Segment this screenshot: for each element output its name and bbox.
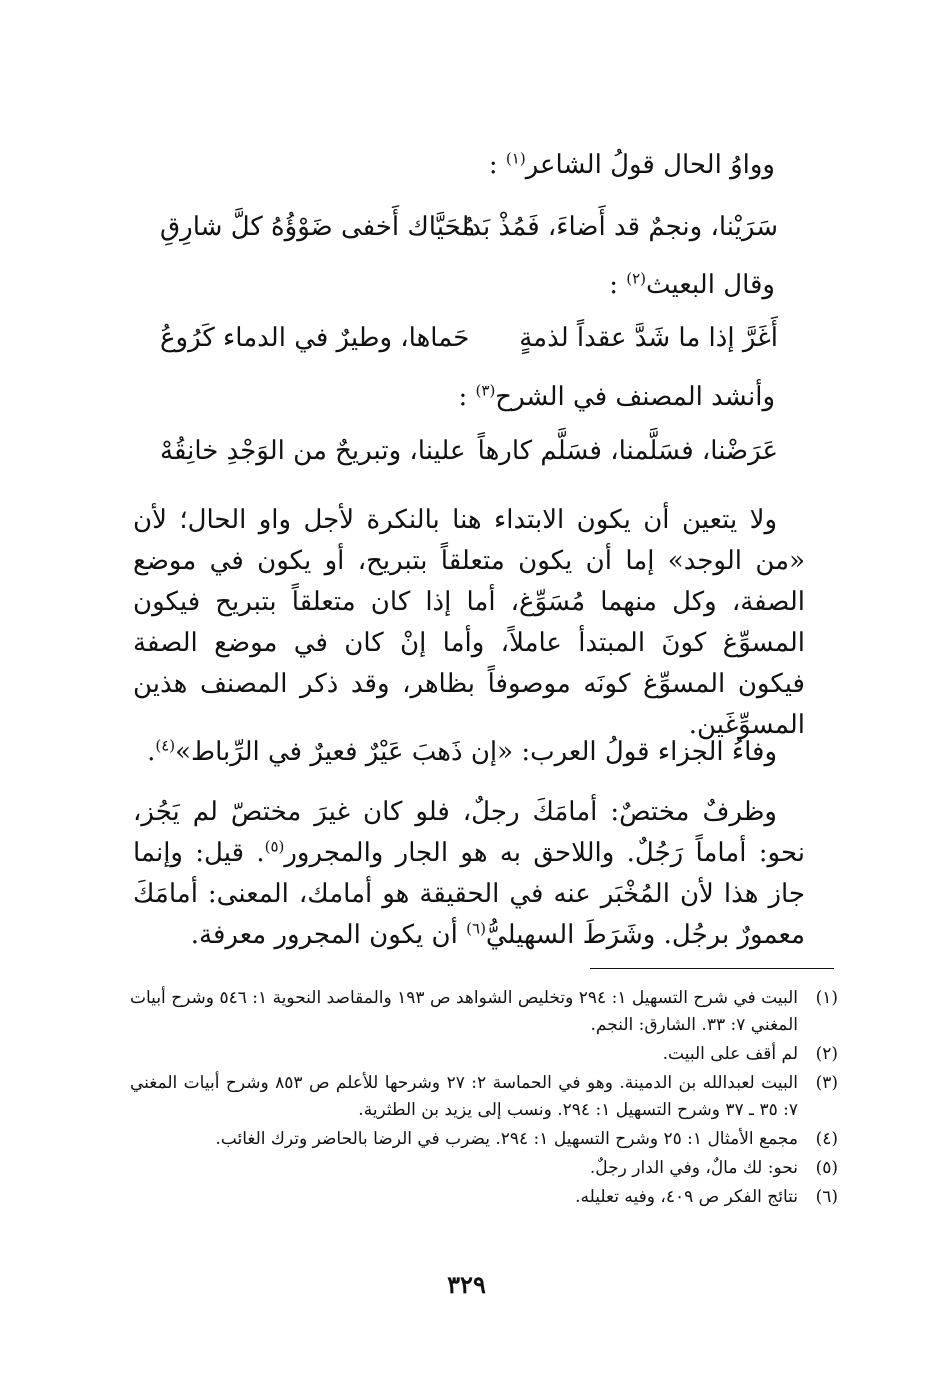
page-number: ٣٢٩ — [447, 1270, 486, 1299]
footnote-ref-2: (٢) — [626, 269, 647, 288]
footnote-2 — [130, 1041, 838, 1068]
intro-text: وواوُ الحال قولُ الشاعر — [525, 150, 775, 180]
footnote-text: مجمع الأمثال ١: ٢٥ وشرح التسهيل ١: ٢٩٤. يضرب في الرضا بالحاضر وترك الغائب. — [215, 1129, 798, 1149]
footnote-3 — [130, 1070, 838, 1124]
verse-1-first-hemistich: سَرَيْنا، ونجمٌ قد أَضاءَ، فَمُذْ بَدا — [462, 212, 778, 242]
footnote-separator — [590, 968, 834, 969]
intro-line-3 — [458, 382, 775, 412]
footnote-number: (٢) — [815, 1044, 838, 1064]
verse-2-first-hemistich: أَغَرَّ إذا ما شَدَّ عقداً لذمةٍ — [519, 323, 778, 353]
footnote-4 — [130, 1126, 838, 1153]
verse-3-first-hemistich: عَرَضْنا، فسَلَّمنا، فسَلَّم كارهاً — [477, 436, 778, 466]
footnote-ref-1: (١) — [505, 149, 526, 168]
intro-text: وأنشد المصنف في الشرح — [495, 382, 775, 412]
paragraph-3-part-3: أن يكون المجرور معرفة. — [190, 920, 467, 950]
intro-colon: : — [609, 270, 618, 300]
footnote-text: نحو: لك مالٌ، وفي الدار رجلٌ. — [589, 1158, 798, 1178]
footnote-6 — [130, 1184, 838, 1211]
intro-text: وقال البعيث — [646, 270, 775, 300]
footnote-1 — [130, 985, 838, 1039]
footnote-text: البيت لعبدالله بن الدمينة. وهو في الحماسة ٢: ٢٧ وشرحها للأعلم ص ٨٥٣ وشرح أبيات المغني ٧: ٣٥ ـ ٣٧ وشرح التسهيل ١: ٢٩٤. ونسب إلى يزيد بن الطثرية. — [130, 1073, 798, 1120]
paragraph-2-end: . — [147, 737, 156, 767]
footnote-ref-5: (٥) — [264, 837, 285, 856]
verse-1-second-hemistich: مُحَيَّاك أَخفى ضَوْؤُهُ كلَّ شارِقِ — [160, 212, 476, 242]
footnote-number: (٣) — [815, 1073, 838, 1093]
footnote-ref-4: (٤) — [155, 736, 176, 755]
footnote-5 — [130, 1155, 838, 1182]
paragraph-3 — [133, 792, 805, 956]
intro-colon: : — [458, 382, 468, 412]
footnote-number: (١) — [815, 988, 838, 1008]
footnote-ref-6: (٦) — [466, 919, 486, 938]
footnote-number: (٤) — [815, 1129, 838, 1149]
paragraph-3-part-1: وظرفٌ مختصٌ: أمامَكَ رجلٌ، فلو كان غيرَ مختصّ لم يَجُز، نحو: أماماً رَجُلٌ. واللاحق به هو الجار والمجرور — [133, 797, 805, 868]
paragraph-2-text: وفاءُ الجزاء قولُ العرب: «إن ذَهبَ عَيْرٌ فعيرٌ في الرِّباط» — [175, 737, 777, 767]
intro-line-2 — [609, 270, 775, 300]
paragraph-3-part-2: . قيل: وإنما جاز هذا لأن المُخْبَر عنه في الحقيقة هو أمامك، المعنى: أمامَكَ معمورٌ برجُل. وشَرَطَ السهيليُّ — [133, 838, 805, 950]
footnote-number: (٦) — [815, 1187, 838, 1207]
verse-3-second-hemistich: علينا، وتبريحٌ من الوَجْدِ خانِقُهْ — [160, 436, 466, 466]
footnotes — [130, 985, 838, 1213]
footnote-text: نتائج الفكر ص ٤٠٩، وفيه تعليله. — [575, 1187, 798, 1207]
intro-line-1 — [489, 150, 775, 180]
paragraph-2 — [133, 732, 805, 773]
verse-2-second-hemistich: حَماها، وطيرٌ في الدماء كَرُوعُ — [160, 323, 470, 353]
footnote-text: البيت في شرح التسهيل ١: ٢٩٤ وتخليص الشواهد ص ١٩٣ والمقاصد النحوية ١: ٥٤٦ وشرح أبيات المغني ٧: ٣٣. الشارق: النجم. — [130, 988, 798, 1035]
intro-colon: : — [488, 150, 498, 180]
paragraph-1: ولا يتعين أن يكون الابتداء هنا بالنكرة لأجل واو الحال؛ لأن «من الوجد» إما أن يكون متعلقاً بتبريح، أو يكون في موضع الصفة، وكل منهما مُسَوِّغ، أما إذا كان متعلقاً بتبريح فيكون المسوِّغ كونَ المبتدأ عاملاً، وأما إنْ كان في موضع الصفة فيكون المسوِّغ كونَه موصوفاً بظاهر، وقد ذكر المصنف هذين المسوِّغَين. — [133, 505, 805, 740]
footnote-number: (٥) — [815, 1158, 838, 1178]
footnote-ref-3: (٣) — [475, 381, 496, 400]
footnote-text: لم أقف على البيت. — [662, 1044, 798, 1064]
